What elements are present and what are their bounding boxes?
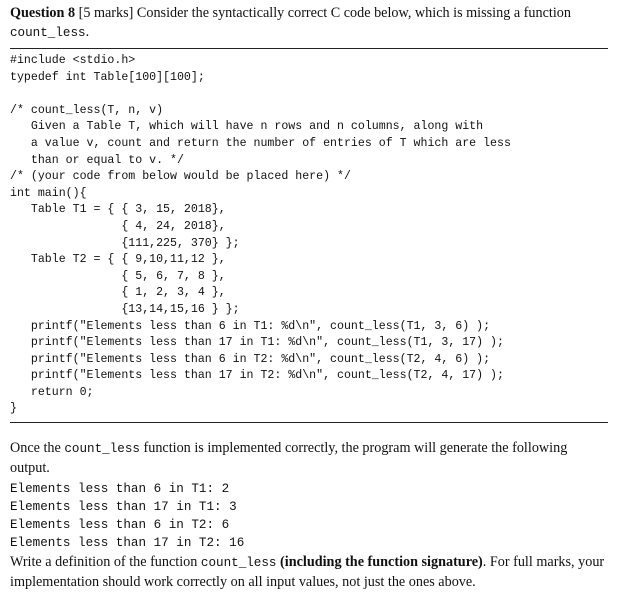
- code-line: {111,225, 370} };: [10, 236, 240, 250]
- code-line: printf("Elements less than 6 in T1: %d\n", count_less(T1, 3, 6) );: [10, 319, 491, 333]
- output-line: Elements less than 6 in T2: 6: [10, 518, 230, 533]
- output-intro-function-name: count_less: [64, 442, 140, 457]
- output-line: Elements less than 17 in T1: 3: [10, 500, 237, 515]
- output-intro: [10, 439, 608, 478]
- code-line: #include <stdio.h>: [10, 54, 136, 67]
- closing-instruction: [10, 553, 608, 592]
- code-line: int main(){: [10, 186, 87, 200]
- exam-page: [10, 4, 608, 592]
- code-line: printf("Elements less than 17 in T2: %d\n", count_less(T2, 4, 17) );: [10, 369, 504, 383]
- code-line: Table T2 = { { 9,10,11,12 },: [10, 253, 226, 267]
- closing-function-name: count_less: [200, 556, 277, 571]
- question-intro-end: .: [85, 24, 90, 40]
- question-function-name: count_less: [10, 26, 86, 40]
- question-statement: [10, 4, 608, 43]
- code-line: printf("Elements less than 6 in T2: %d\n", count_less(T2, 4, 6) );: [10, 352, 491, 366]
- code-line: { 1, 2, 3, 4 },: [10, 286, 226, 300]
- code-line: Table T1 = { { 3, 15, 2018},: [10, 203, 226, 217]
- code-bottom-rule: [10, 422, 608, 423]
- code-line: /* count_less(T, n, v): [10, 103, 164, 117]
- output-line: Elements less than 17 in T2: 16: [10, 536, 245, 551]
- program-output: [10, 480, 608, 552]
- question-marks: [5 marks]: [78, 5, 134, 21]
- code-line: than or equal to v. */: [10, 153, 184, 167]
- code-line: [10, 86, 608, 103]
- code-line: printf("Elements less than 17 in T1: %d\n", count_less(T1, 3, 17) );: [10, 336, 504, 350]
- code-line: a value v, count and return the number of entries of T which are less: [10, 136, 511, 150]
- code-line: { 4, 24, 2018},: [10, 219, 226, 233]
- code-top-rule: [10, 48, 608, 49]
- question-intro: Consider the syntactically correct C code below, which is missing a function: [136, 5, 571, 21]
- closing-before: Write a definition of the function: [10, 554, 198, 571]
- output-line: Elements less than 6 in T1: 2: [10, 482, 230, 497]
- closing-bold: (including the function signature): [280, 554, 483, 571]
- output-intro-before: Once the: [10, 440, 61, 457]
- code-line: {13,14,15,16 } };: [10, 302, 240, 316]
- code-line: Given a Table T, which will have n rows and n columns, along with: [10, 120, 484, 134]
- code-line: return 0;: [10, 385, 94, 399]
- code-line: typedef int Table[100][100];: [10, 70, 205, 84]
- question-label: Question 8: [10, 5, 76, 21]
- code-listing: [10, 53, 608, 418]
- code-line: }: [10, 402, 17, 416]
- output-intro-after: function is implemented correctly, the program will generate the following output.: [10, 440, 568, 477]
- code-line: /* (your code from below would be placed here) */: [10, 170, 351, 184]
- closing-after: . For full marks, your implementation should work correctly on all input values, not just the ones above.: [10, 554, 605, 591]
- code-line: { 5, 6, 7, 8 },: [10, 269, 226, 283]
